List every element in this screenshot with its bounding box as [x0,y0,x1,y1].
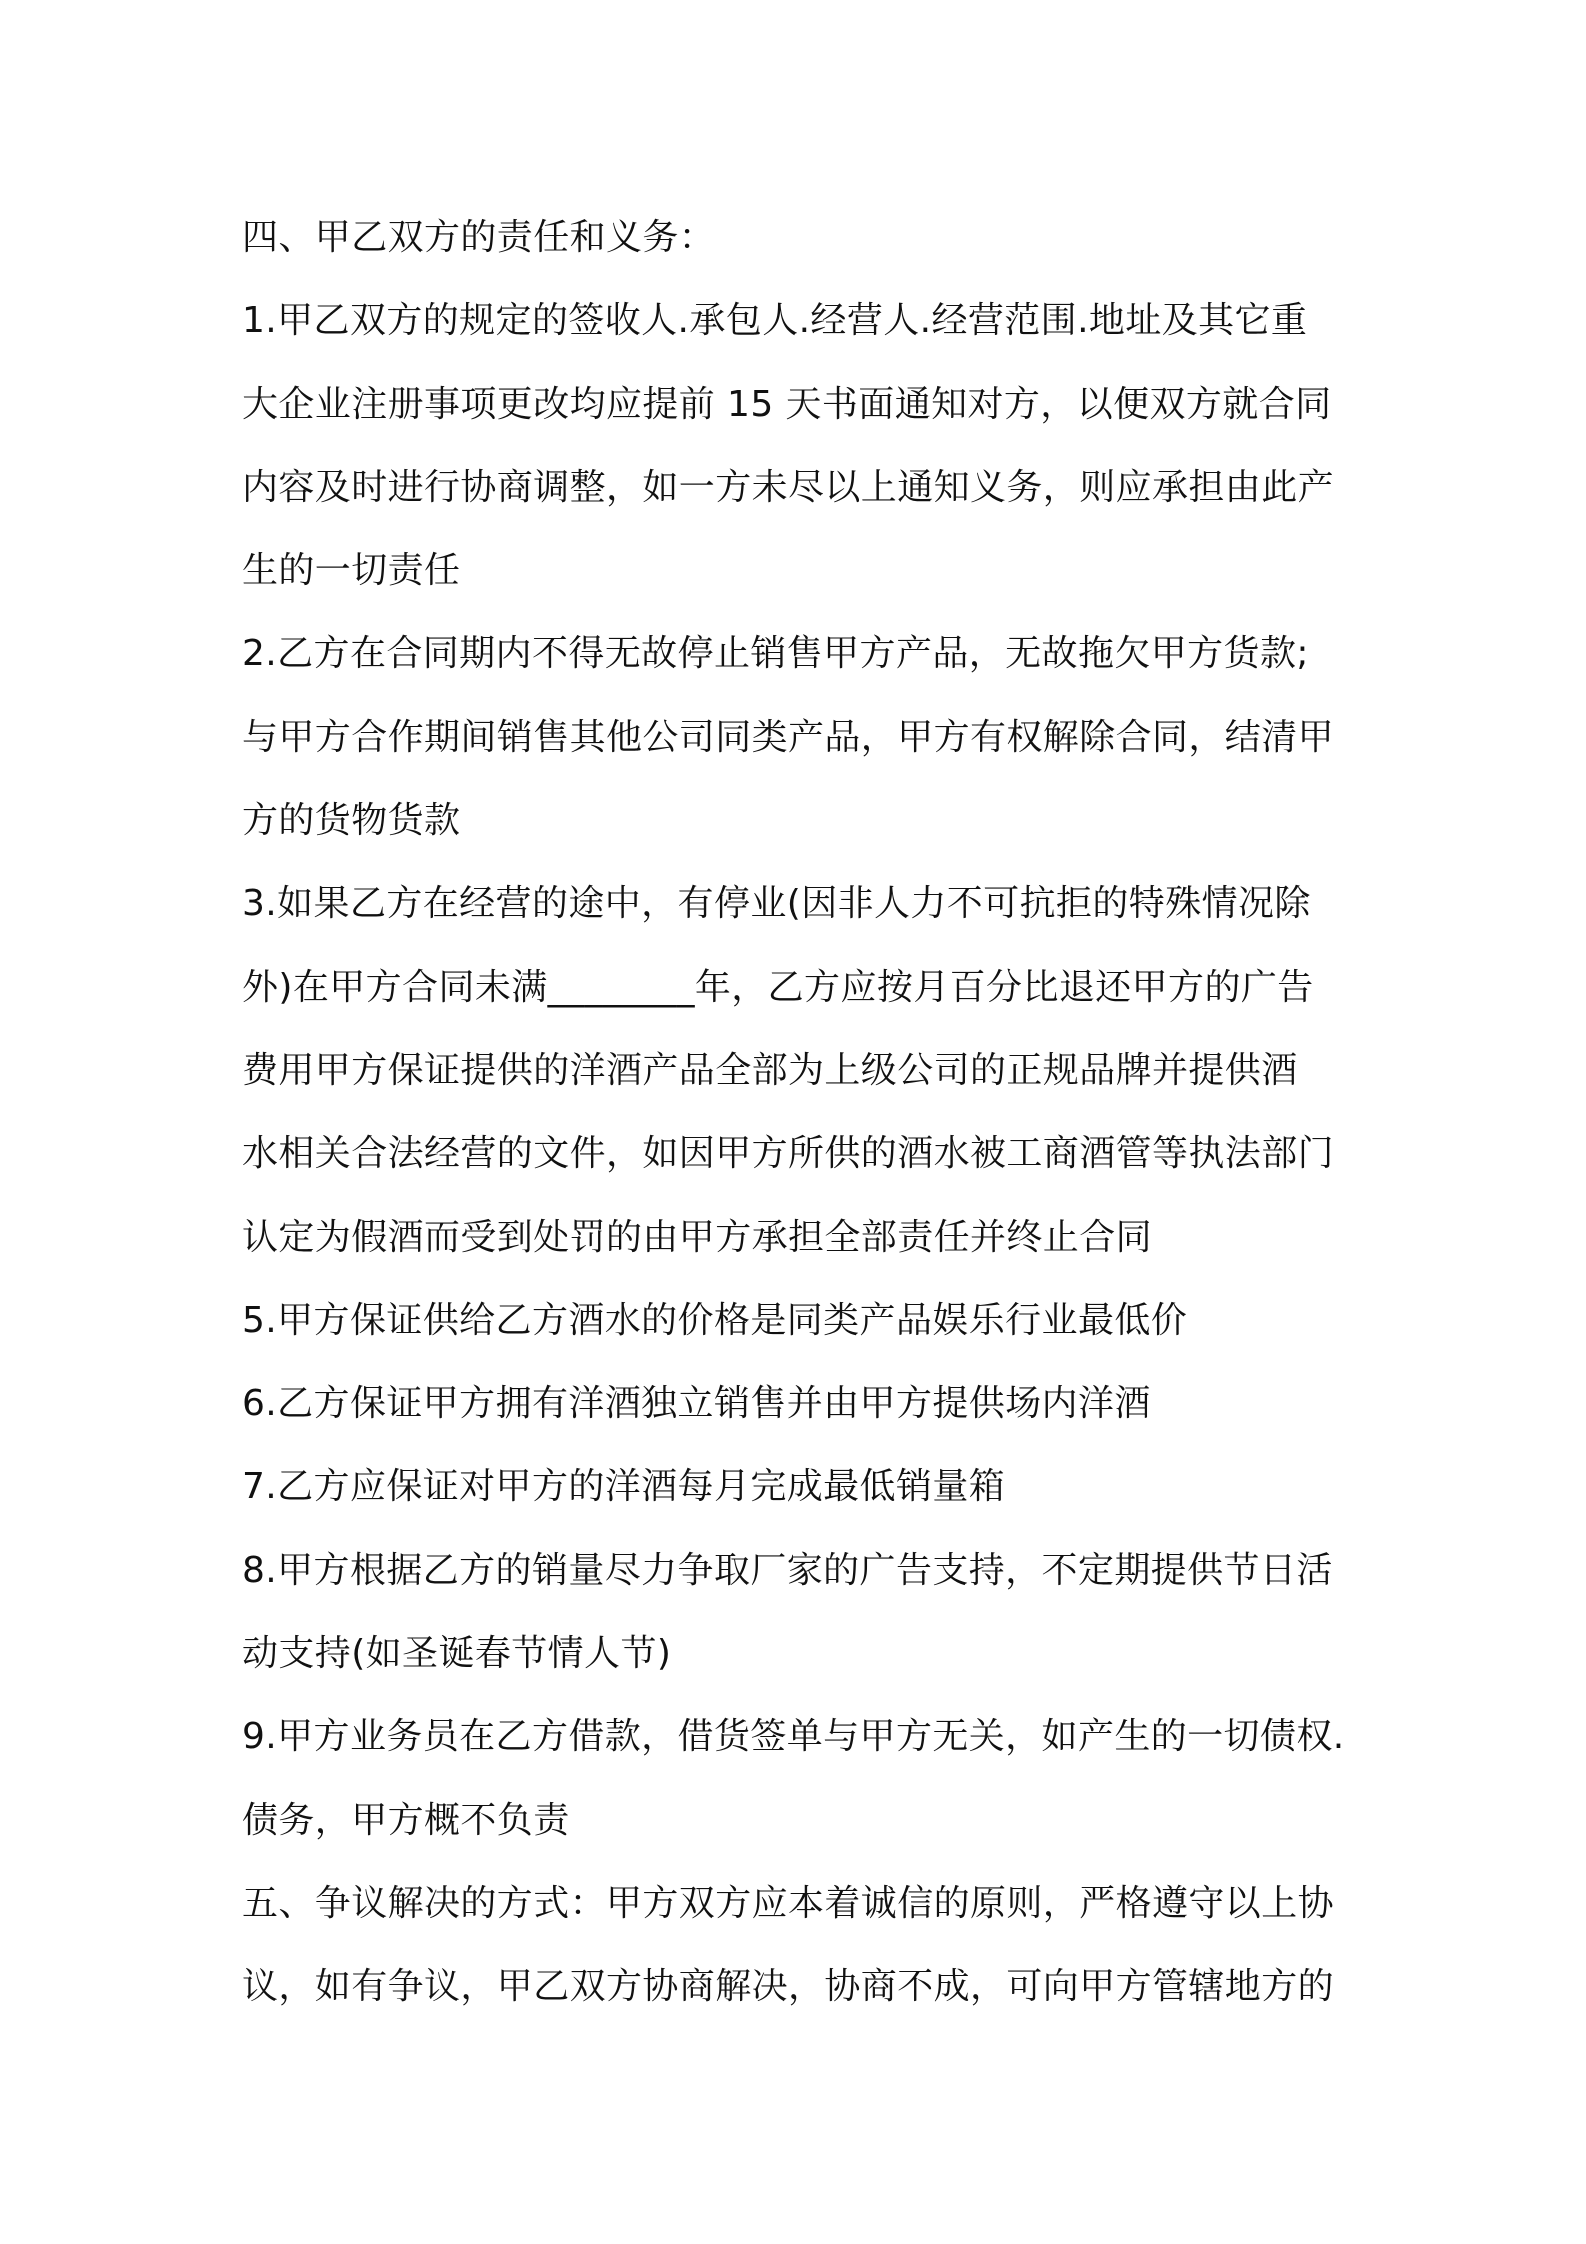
text-line: 水相关合法经营的文件，如因甲方所供的酒水被工商酒管等执法部门 [242,1133,1335,1175]
text-line: 债务，甲方概不负责 [242,1799,570,1841]
text-line: 2.乙方在合同期内不得无故停止销售甲方产品，无故拖欠甲方货款; [242,633,1309,675]
text-line: 7.乙方应保证对甲方的洋酒每月完成最低销量箱 [242,1466,1006,1508]
section-heading-5: 五、争议解决的方式：甲方双方应本着诚信的原则，严格遵守以上协 [242,1882,1335,1924]
text-line: 大企业注册事项更改均应提前 15 天书面通知对方，以便双方就合同 [242,383,1332,425]
text-line: 9.甲方业务员在乙方借款，借货签单与甲方无关，如产生的一切债权. [242,1716,1345,1758]
text-line: 动支持(如圣诞春节情人节) [242,1633,672,1675]
text-line: 8.甲方根据乙方的销量尽力争取厂家的广告支持，不定期提供节日活 [242,1549,1333,1591]
section-heading-4: 四、甲乙双方的责任和义务： [242,217,716,258]
text-line: 认定为假酒而受到处罚的由甲方承担全部责任并终止合同 [242,1216,1153,1258]
text-line: 6.乙方保证甲方拥有洋酒独立销售并由甲方提供场内洋酒 [242,1383,1151,1425]
text-line: 外)在甲方合同未满________年，乙方应按月百分比退还甲方的广告 [242,966,1314,1008]
text-line: 内容及时进行协商调整，如一方未尽以上通知义务，则应承担由此产 [242,466,1335,508]
contract-body [242,196,1362,2029]
text-line: 议，如有争议，甲乙双方协商解决，协商不成，可向甲方管辖地方的 [242,1966,1335,2008]
text-line: 5.甲方保证供给乙方酒水的价格是同类产品娱乐行业最低价 [242,1299,1188,1341]
text-line: 生的一切责任 [242,550,461,592]
text-line: 费用甲方保证提供的洋酒产品全部为上级公司的正规品牌并提供酒 [242,1049,1298,1091]
text-line: 与甲方合作期间销售其他公司同类产品，甲方有权解除合同，结清甲 [242,716,1335,758]
text-line: 方的货物货款 [242,800,461,842]
text-line: 1.甲乙双方的规定的签收人.承包人.经营人.经营范围.地址及其它重 [242,300,1308,342]
text-line: 3.如果乙方在经营的途中，有停业(因非人力不可抗拒的特殊情况除 [242,883,1311,925]
